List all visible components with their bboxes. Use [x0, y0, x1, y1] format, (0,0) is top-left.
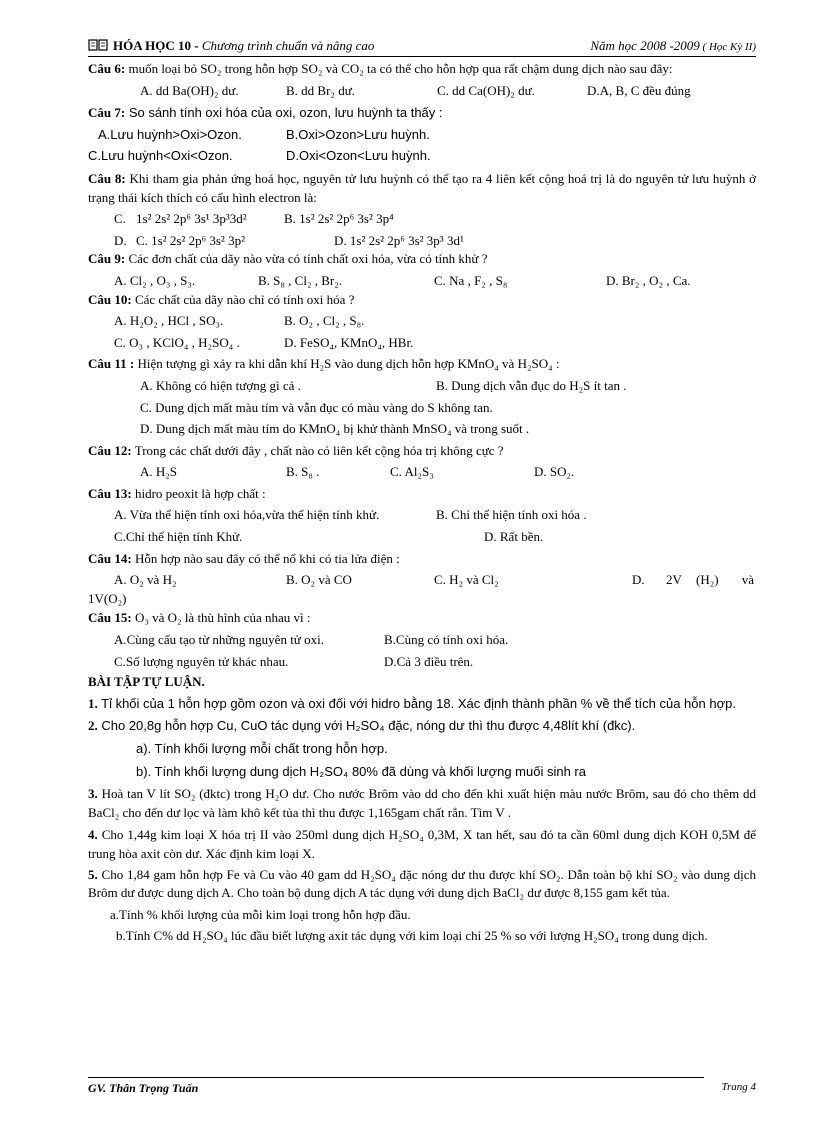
option-c: C.Lưu huỳnh<Oxi<Ozon.: [88, 148, 233, 164]
question-6-options: [88, 82, 756, 101]
question-14-option-d-cont: [88, 590, 756, 609]
content: [88, 60, 756, 946]
option-b: B. S₈ .: [286, 464, 320, 480]
option-a: 1s² 2s² 2p⁶ 3s¹ 3p³3d²: [136, 211, 247, 227]
question-11-option-d: [88, 420, 756, 439]
problem-number: 3.: [88, 786, 98, 802]
option-b: B.Oxi>Ozon>Lưu huỳnh.: [286, 126, 430, 142]
footer-rule: [88, 1077, 704, 1078]
problem-1: [88, 695, 756, 714]
option-b: B. O₂ và CO: [286, 572, 352, 588]
option-a-letter: C.: [114, 211, 126, 227]
footer-page-number: Trang 4: [721, 1081, 756, 1093]
option-d: D. Br₂ , O₂ , Ca.: [606, 272, 691, 288]
question-9-options: [88, 272, 756, 291]
question-7-options-row1: [88, 126, 756, 145]
option-b: B.Cùng có tính oxi hóa.: [384, 632, 509, 648]
question-11-options-row1: [88, 377, 756, 396]
question-12: [88, 442, 756, 461]
question-text: Hỗn hợp nào sau đây có thể nổ khi có tia lửa điện :: [131, 550, 400, 566]
problem-2-part-b: [88, 763, 756, 782]
question-label: Câu 7:: [88, 105, 126, 121]
problem-5-part-a: [88, 906, 756, 925]
problem-number: 2.: [88, 718, 98, 734]
problem-2-part-a: [88, 740, 756, 759]
option-a: A. H₂S: [140, 464, 178, 480]
option-c: C.Chỉ thể hiện tính Khử.: [114, 529, 243, 545]
question-label: Câu 10:: [88, 291, 132, 307]
question-10: [88, 291, 756, 310]
question-label: Câu 15:: [88, 610, 132, 626]
problem-part-b: b). Tính khối lượng dung dịch H₂SO₄ 80% đã dùng và khối lượng muối sinh ra: [136, 763, 586, 779]
footer-author: GV. Thân Trọng Tuấn: [88, 1081, 199, 1095]
problem-3: [88, 785, 756, 822]
problem-text: Cho 1,44g kim loại X hóa trị II vào 250ml dung dịch H₂SO₄ 0,3M, X tan hết, sau đó ta cần 60ml dung dịch KOH 0,5M để trung hòa axit còn dư. Xác định kim loại X.: [88, 827, 756, 861]
header-right: [590, 38, 756, 54]
question-text: Các chất của dãy nào chỉ có tính oxi hóa ?: [131, 291, 355, 307]
option-a: A.Cùng cấu tạo từ những nguyên tử oxi.: [114, 632, 324, 648]
option-d-and: và: [741, 572, 754, 588]
question-text: Khi tham gia phản ứng hoá học, nguyên tử lưu huỳnh có thể tạo ra 4 liên kết cộng hoá trị là do nguyên tử lưu huỳnh ở trạng thái kích thích có cấu hình electron là:: [88, 170, 757, 205]
question-14: [88, 550, 756, 569]
option-d-cont: 1V(O₂): [88, 590, 127, 606]
question-14-options: [88, 571, 756, 590]
option-d: D.A, B, C đều đúng: [587, 82, 691, 98]
option-c: C. Al₂S₃: [390, 464, 434, 480]
option-a: A. Vừa thể hiện tính oxi hóa,vừa thể hiện tính khử.: [114, 507, 380, 523]
problem-number: 5.: [88, 866, 98, 882]
header-program: Chương trình chuẩn và nâng cao: [198, 38, 375, 53]
question-12-options: [88, 463, 756, 482]
question-text: So sánh tính oxi hóa của oxi, ozon, lưu huỳnh ta thấy :: [125, 105, 443, 121]
problem-text: Cho 20,8g hỗn hợp Cu, CuO tác dụng với H₂SO₄ đặc, nóng dư thì thu được 4,48lít khí (đkc).: [97, 718, 636, 734]
option-c: C.Số lượng nguyên tử khác nhau.: [114, 653, 289, 669]
header-left: [88, 38, 374, 54]
question-label: Câu 11 :: [88, 356, 135, 372]
question-label: Câu 6:: [88, 61, 126, 76]
option-c: C. Na , F₂ , S₈: [434, 272, 508, 288]
option-d-gas: (H₂): [696, 572, 719, 588]
header-year: Năm học 2008 -2009: [590, 38, 700, 53]
problem-5-part-b: [88, 927, 756, 946]
option-b: B. Chỉ thể hiện tính oxi hóa .: [436, 507, 587, 523]
option-b: B. Dung dịch vẫn đục do H₂S ít tan .: [436, 377, 627, 393]
question-13-options-row1: [88, 506, 756, 525]
question-text: Các đơn chất của dãy nào vừa có tính chất oxi hóa, vừa có tính khử ?: [125, 251, 488, 267]
problem-text: Cho 1,84 gam hỗn hợp Fe và Cu vào 40 gam dd H₂SO₄ đặc nóng dư thu được khí SO₂. Dẫn toàn bộ khí SO₂ vào dung dịch Brôm dư được dung dịch A. Cho toàn bộ dung dịch A tác dụng với dung dịch BaCl₂ dư được 8,155 gam kết tủa.: [88, 866, 756, 901]
question-label: Câu 12:: [88, 442, 132, 458]
option-b: B. O₂ , Cl₂ , S₈.: [284, 313, 365, 329]
question-text: O₃ và O₂ là thù hình của nhau vì :: [131, 610, 311, 626]
question-text: Trong các chất dưới đây , chất nào có liên kết cộng hóa trị không cực ?: [131, 442, 504, 458]
question-label: Câu 8:: [88, 170, 126, 186]
option-c: C. Dung dịch mất màu tím và vẫn đục có màu vàng do S không tan.: [140, 399, 493, 415]
question-label: Câu 9:: [88, 251, 126, 267]
option-d: D.Cả 3 điều trên.: [384, 653, 474, 669]
question-13: [88, 485, 756, 504]
question-11-option-c: [88, 399, 756, 418]
option-d: D. SO₂.: [534, 464, 575, 480]
option-a: A. H₂O₂ , HCl , SO₃.: [114, 313, 224, 329]
question-8: [88, 170, 756, 207]
section-title: BÀI TẬP TỰ LUẬN.: [88, 674, 205, 690]
question-label: Câu 13:: [88, 485, 132, 501]
option-c: C. 1s² 2s² 2p⁶ 3s² 3p²: [136, 232, 245, 248]
problem-5: [88, 866, 756, 903]
problem-4: [88, 826, 756, 863]
header-term: ( Học Kỳ II): [699, 41, 756, 53]
question-6: [88, 60, 756, 79]
option-b: B. dd Br₂ dư.: [286, 82, 355, 98]
page-header: [88, 36, 756, 57]
question-7: [88, 104, 756, 123]
question-15-options-row1: [88, 631, 756, 650]
question-7-options-row2: [88, 147, 756, 166]
question-10-options-row2: [88, 334, 756, 353]
problem-number: 4.: [88, 827, 98, 843]
question-8-options-row1: [88, 210, 756, 229]
option-a: A. O₂ và H₂: [114, 572, 177, 588]
option-b: B. S₈ , Cl₂ , Br₂.: [258, 272, 343, 288]
option-c: C. O₃ , KClO₄ , H₂SO₄ .: [114, 334, 240, 350]
option-d: D. Rất bền.: [484, 529, 544, 545]
problem-2: [88, 717, 756, 736]
option-d-letter: D.: [632, 572, 645, 588]
question-15: [88, 609, 756, 628]
question-13-options-row2: [88, 528, 756, 547]
problem-part-b: b.Tính C% dd H₂SO₄ lúc đầu biết lượng axit tác dụng với kim loại chỉ 25 % so với lượng H₂SO₄ trong dung dịch.: [116, 928, 708, 944]
problem-text: Hoà tan V lít SO₂ (đktc) trong H₂O dư. Cho nước Brôm vào dd cho đến khi xuất hiện màu nước Brôm, sau đó cho thêm dd BaCl₂ cho đến dư lọc và làm khô kết tủa thì thu được 1,165gam chất rắn. Tìm V .: [88, 786, 756, 820]
problem-number: 1.: [88, 695, 98, 711]
option-c: C. H₂ và Cl₂: [434, 572, 499, 588]
question-text: Hiện tượng gì xảy ra khi dẫn khí H₂S vào dung dịch hỗn hợp KMnO₄ và H₂SO₄ :: [134, 356, 560, 372]
question-11: [88, 355, 756, 374]
book-icon: [88, 39, 108, 51]
option-c-letter: D.: [114, 232, 127, 248]
option-a: A. Cl₂ , O₃ , S₃.: [114, 272, 196, 288]
question-10-options-row1: [88, 312, 756, 331]
question-text: hidro peoxit là hợp chất :: [131, 485, 266, 501]
option-d: D. FeSO₄, KMnO₄, HBr.: [284, 334, 414, 350]
option-a: A. Không có hiện tượng gì cả .: [140, 377, 301, 393]
option-a: A.Lưu huỳnh>Oxi>Ozon.: [98, 126, 242, 142]
page-footer: [88, 1077, 756, 1097]
worksheet-page: [88, 36, 756, 946]
question-label: Câu 14:: [88, 550, 132, 566]
header-subject: HÓA HỌC 10 -: [113, 38, 199, 53]
option-c: C. dd Ca(OH)₂ dư.: [437, 82, 535, 98]
option-d-volume: 2V: [666, 572, 682, 588]
problem-text: Tỉ khối của 1 hỗn hợp gồm ozon và oxi đối với hidro bằng 18. Xác định thành phần % về thể tích của hỗn hợp.: [97, 695, 736, 711]
problem-part-a: a). Tính khối lượng mỗi chất trong hỗn hợp.: [136, 741, 388, 756]
option-a: A. dd Ba(OH)₂ dư.: [140, 82, 239, 98]
option-d: D.Oxi<Ozon<Lưu huỳnh.: [286, 148, 431, 164]
option-b: B. 1s² 2s² 2p⁶ 3s² 3p⁴: [284, 211, 394, 227]
question-text: muốn loại bỏ SO₂ trong hỗn hợp SO₂ và CO₂ ta có thể cho hỗn hợp qua rất chậm dung dịch nào sau đây:: [125, 61, 673, 76]
option-d: D. 1s² 2s² 2p⁶ 3s² 3p³ 3d¹: [334, 232, 464, 248]
question-9: [88, 250, 756, 269]
option-d: D. Dung dịch mất màu tím do KMnO₄ bị khử thành MnSO₄ và trong suốt .: [140, 421, 530, 437]
question-8-options-row2: [88, 232, 756, 251]
problem-part-a: a.Tính % khối lượng của mỗi kim loại trong hỗn hợp đầu.: [110, 906, 411, 922]
question-15-options-row2: [88, 653, 756, 672]
